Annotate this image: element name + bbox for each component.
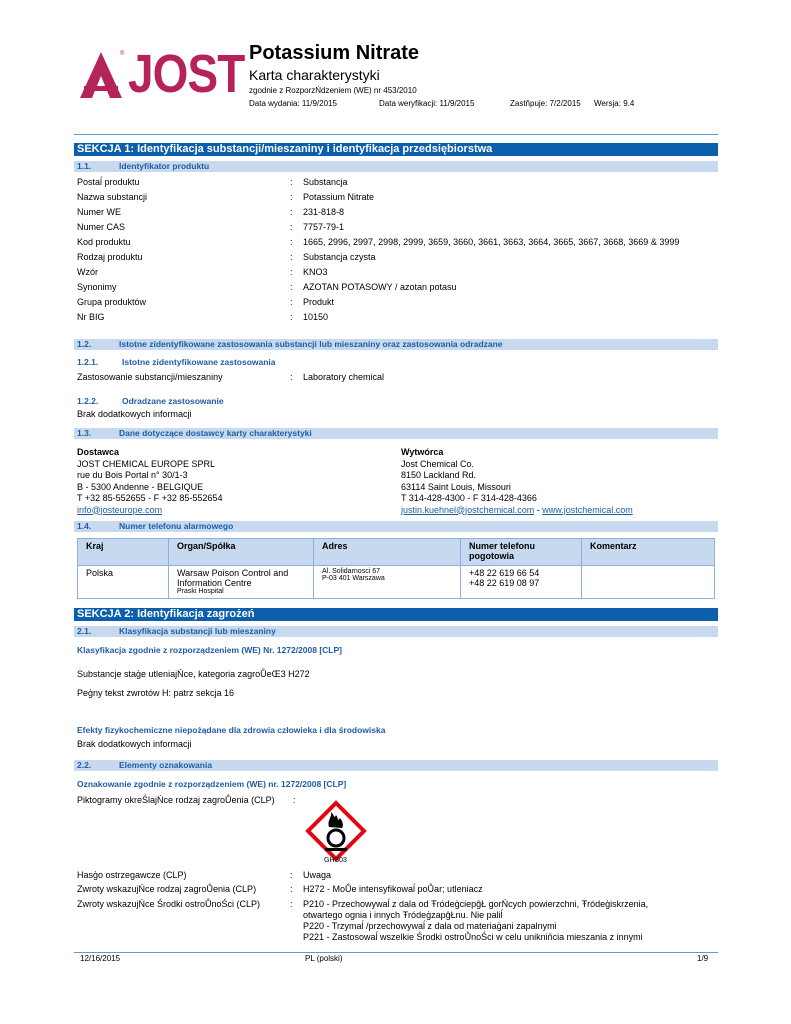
full-text-reference: Peģny tekst zwrotów H: patrz sekcja 16	[77, 688, 235, 698]
cell-country: Polska	[78, 566, 169, 599]
effects-heading: Efekty fizykochemiczne niepożądane dla zdrowia człowieka i dla środowiska	[77, 725, 386, 735]
labelling-heading: Oznakowanie zgodnie z rozporządzeniem (WE) nr. 1272/2008 [CLP]	[77, 779, 347, 789]
field-value: Potassium Nitrate	[303, 192, 375, 202]
list-item: Synonimy : AZOTAN POTASOWY / azotan potasu	[77, 282, 457, 292]
list-item: Numer CAS : 7757-79-1	[77, 222, 345, 232]
manufacturer-phone: T 314-428-4300 - F 314-428-4366	[401, 493, 537, 503]
header-divider	[74, 134, 718, 135]
section-1-title: SEKCJA 1: Identyfikacja substancji/mieszaniny i identyfikacja przedsiębiorstwa	[74, 143, 718, 156]
manufacturer-city: 63114 Saint Louis, Missouri	[401, 481, 511, 492]
field-value: 231-818-8	[303, 207, 345, 217]
list-item: Rodzaj produktu : Substancja czysta	[77, 252, 376, 262]
column-header-address: Adres	[314, 539, 461, 566]
column-header-comment: Komentarz	[582, 539, 715, 566]
table-row	[78, 566, 715, 599]
field-value: 7757-79-1	[303, 222, 345, 232]
list-item: Kod produktu : 1665, 2996, 2997, 2998, 2999, 3659, 3660, 3661, 3663, 3664, 3665, 3667, 3668, 3669 & 3999	[77, 237, 680, 247]
field-label: Rodzaj produktu	[77, 252, 143, 262]
use-row: Zastosowanie substancji/mieszaniny : Laboratory chemical	[77, 372, 385, 382]
field-label: Numer WE	[77, 207, 122, 217]
field-label: Kod produktu	[77, 237, 131, 247]
column-header-organization: Organ/Spółka	[169, 539, 314, 566]
supplier-phone: T +32 85-552655 - F +32 85-552654	[77, 493, 223, 503]
cell-organization: Warsaw Poison Control and Information Centre Praski Hospital	[169, 566, 314, 599]
field-value: AZOTAN POTASOWY / azotan potasu	[303, 282, 457, 292]
field-label: Grupa produktów	[77, 297, 147, 307]
list-item: Postaĺ produktu : Substancja	[77, 177, 348, 187]
precautionary-statement-row: Zwroty wskazujŃce Środki ostroŮnoŚci (CLP) : P210 - Przechowywaĺ z dala od ŦródeģciepĝŁ gorŃcych powierzchni, Ŧródeģiskrzenia, otwartego ognia i innych ŦródeģzapĝŁnu. Nie paliĺ P220 - Trzymaĺ /przechowywaĺ z dala od materiaģani zapalnymi P221 - Zastosowaĺ wszelkie Środki ostroŮnoŚci w celu unikniňcia mieszania z innymi	[77, 899, 649, 942]
footer-divider	[74, 952, 718, 953]
supplier-heading: Dostawca	[77, 447, 120, 457]
footer-page-number: 1/9	[697, 954, 709, 963]
signal-word-row: Hasģo ostrzegawcze (CLP) : Uwaga	[77, 870, 332, 880]
document-title: Potassium Nitrate	[249, 42, 420, 64]
column-header-phone: Numer telefonu pogotowia	[461, 539, 582, 566]
manufacturer-website-link[interactable]: www.jostchemical.com	[542, 504, 633, 515]
table-header-row	[78, 539, 715, 566]
supplier-street: rue du Bois Portal n° 30/1-3	[77, 470, 188, 480]
subsection-1-2-1: 1.2.1. Istotne zidentyfikowane zastosowania	[77, 357, 276, 367]
pictogram-row: Piktogramy okreŚlajŃce rodzaj zagroŮenia (CLP) :	[77, 795, 296, 805]
manufacturer-heading: Wytwórca	[401, 447, 444, 457]
flame-over-circle-icon	[305, 800, 367, 862]
verify-date: Data weryfikacji: 11/9/2015	[379, 99, 475, 108]
footer-language: PL (polski)	[305, 954, 343, 963]
list-item: Numer WE : 231-818-8	[77, 207, 345, 217]
pictogram-code: GHS03	[324, 857, 347, 864]
supplier-block	[77, 447, 222, 516]
field-value: Produkt	[303, 297, 335, 307]
subsection-1-2: 1.2. Istotne zidentyfikowane zastosowania substancji lub mieszaniny oraz zastosowania odradzane	[74, 339, 718, 350]
document-subtitle: Karta charakterystyki	[249, 67, 380, 83]
replaces-date: Zastňpuje: 7/2/2015	[510, 99, 581, 108]
subsection-1-3: 1.3. Dane dotyczące dostawcy karty charakterystyki	[74, 428, 718, 439]
field-value: Substancja czysta	[303, 252, 376, 262]
precautionary-statement-lines: P210 - Przechowywaĺ z dala od ŦródeģciepĝŁ gorŃcych powierzchni, Ŧródeģiskrzenia, otwartego ognia i innych ŦródeģzapĝŁnu. Nie paliĺ P220 - Trzymaĺ /przechowywaĺ z dala od materiaģani zapalnymi P221 - Zastosowaĺ wszelkie Środki ostroŮnoŚci w celu unikniňcia mieszania z innymi	[303, 899, 649, 942]
column-header-country: Kraj	[78, 539, 169, 566]
section-2-title: SEKCJA 2: Identyfikacja zagrożeń	[74, 608, 718, 621]
manufacturer-block: Wytwórca Jost Chemical Co. 8150 Lackland Rd. 63114 Saint Louis, Missouri T 314-428-4300 - F 314-428-4366 justin.kuehnel@jostchemical.com - www.jostchemical.com	[401, 447, 633, 515]
jost-logo-icon	[80, 51, 125, 98]
list-item: Wzór : KNO3	[77, 267, 328, 277]
regulation-reference: zgodnie z RozporzŃdzeniem (WE) nr 453/2010	[249, 86, 417, 95]
precautionary-statement-label: Zwroty wskazujŃce Środki ostroŮnoŚci (CLP)	[77, 899, 261, 909]
cell-address: Al. Solidarnosci 67 P-03 401 Warszawa	[314, 566, 461, 599]
hazard-statement-row: Zwroty wskazujŃce rodzaj zagroŮenia (CLP) : H272 - MoŮe intensyfikowaĺ poŮar; utleniacz	[77, 884, 483, 894]
list-item: Grupa produktów : Produkt	[77, 297, 335, 307]
field-label: Nazwa substancji	[77, 192, 148, 202]
list-item: Nazwa substancji : Potassium Nitrate	[77, 192, 375, 202]
subsection-1-4: 1.4. Numer telefonu alarmowego	[74, 521, 718, 532]
logo-registered-mark: ®	[120, 51, 125, 57]
issue-date: Data wydania: 11/9/2015	[249, 99, 337, 108]
field-label: Numer CAS	[77, 222, 126, 232]
supplier-name: JOST CHEMICAL EUROPE SPRL	[77, 458, 216, 469]
supplier-city: B - 5300 Andenne - BELGIQUE	[77, 481, 204, 492]
no-info-text: Brak dodatkowych informacji	[77, 409, 192, 419]
manufacturer-name: Jost Chemical Co.	[401, 458, 475, 469]
field-label: Nr BIG	[77, 312, 105, 322]
list-item: Nr BIG : 10150	[77, 312, 329, 322]
footer-date: 12/16/2015	[80, 954, 121, 963]
pictogram-label: Piktogramy okreŚlajŃce rodzaj zagroŮenia (CLP)	[77, 795, 275, 805]
version: Wersja: 9.4	[594, 99, 635, 108]
hazard-statement-value: H272 - MoŮe intensyfikowaĺ poŮar; utleniacz	[303, 884, 483, 894]
logo-text: JOST	[128, 44, 245, 104]
subsection-2-2: 2.2. Elementy oznakowania	[74, 760, 718, 771]
signal-word-value: Uwaga	[303, 870, 332, 880]
use-value: Laboratory chemical	[303, 372, 385, 382]
field-value: 1665, 2996, 2997, 2998, 2999, 3659, 3660, 3661, 3663, 3664, 3665, 3667, 3668, 3669 & 3999	[303, 237, 680, 247]
field-label: Postaĺ produktu	[77, 177, 140, 187]
emergency-phone-table	[77, 538, 715, 599]
subsection-2-1: 2.1. Klasyfikacja substancji lub mieszaniny	[74, 626, 718, 637]
hazard-statement-label: Zwroty wskazujŃce rodzaj zagroŮenia (CLP)	[77, 884, 257, 894]
cell-phone: +48 22 619 66 54 +48 22 619 08 97	[461, 566, 582, 599]
clp-classification-heading: Klasyfikacja zgodnie z rozporządzeniem (WE) Nr. 1272/2008 [CLP]	[77, 645, 342, 655]
no-info-text: Brak dodatkowych informacji	[77, 739, 192, 749]
manufacturer-email-link[interactable]: justin.kuehnel@jostchemical.com	[401, 504, 535, 515]
supplier-email-link[interactable]: info@josteurope.com	[77, 504, 163, 515]
signal-word-label: Hasģo ostrzegawcze (CLP)	[77, 870, 187, 880]
field-label: Wzór	[77, 267, 98, 277]
classification-text: Substancje staģe utleniajŃce, kategoria zagroŮeŒ3 H272	[77, 669, 310, 679]
field-value: 10150	[303, 312, 329, 322]
manufacturer-street: 8150 Lackland Rd.	[401, 470, 477, 480]
use-label: Zastosowanie substancji/mieszaniny	[77, 372, 223, 382]
cell-comment	[582, 566, 715, 599]
field-value: KNO3	[303, 267, 328, 277]
field-label: Synonimy	[77, 282, 117, 292]
field-value: Substancja	[303, 177, 348, 187]
subsection-1-1: 1.1. Identyfikator produktu	[74, 161, 718, 172]
subsection-1-2-2: 1.2.2. Odradzane zastosowanie	[77, 396, 224, 406]
